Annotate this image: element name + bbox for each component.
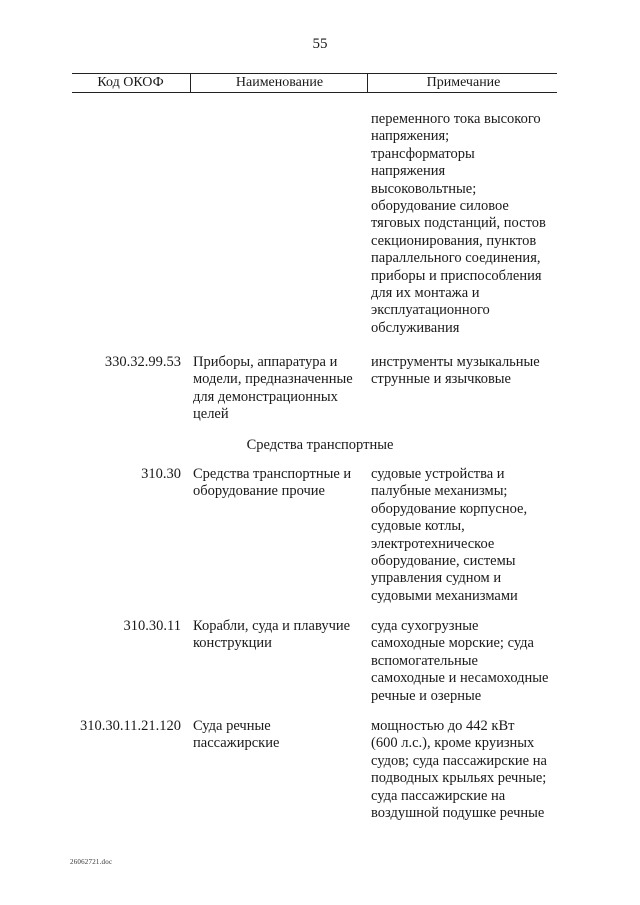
note-line: для их монтажа и bbox=[371, 285, 480, 302]
note-line: мощностью до 442 кВт bbox=[371, 718, 515, 734]
note-cell bbox=[371, 618, 559, 705]
name-line: целей bbox=[193, 406, 229, 423]
note-line: вспомогательные bbox=[371, 652, 478, 669]
note-line: судовыми механизмами bbox=[371, 587, 518, 604]
note-line: оборудование корпусное, bbox=[371, 500, 528, 517]
note-line: тяговых подстанций, постов bbox=[371, 215, 546, 232]
note-line: самоходные морские; суда bbox=[371, 635, 534, 652]
note-line: судов; суда пассажирские на bbox=[371, 752, 547, 769]
note-line: подводных крыльях речные; bbox=[371, 770, 547, 787]
note-line: оборудование, системы bbox=[371, 553, 516, 570]
name-line: оборудование прочие bbox=[193, 483, 325, 500]
note-line: воздушной подушке речные bbox=[371, 805, 545, 822]
document-footer: 26062721.doc bbox=[70, 858, 113, 866]
note-line: суда сухогрузные bbox=[371, 618, 479, 634]
note-line: инструменты музыкальные bbox=[371, 354, 540, 370]
note-line: напряжения bbox=[371, 163, 446, 180]
name-line: Средства транспортные и bbox=[193, 466, 352, 482]
name-line: пассажирские bbox=[193, 735, 280, 752]
note-line: параллельного соединения, bbox=[371, 250, 541, 267]
code-cell: 330.32.99.53 bbox=[104, 354, 181, 370]
name-cell bbox=[193, 354, 365, 424]
table-header bbox=[72, 73, 557, 93]
header-divider bbox=[190, 74, 191, 92]
section-title: Средства транспортные bbox=[246, 437, 394, 453]
note-line: напряжения; bbox=[371, 128, 450, 145]
note-line: палубные механизмы; bbox=[371, 483, 508, 500]
header-divider bbox=[367, 74, 368, 92]
note-line: самоходные и несамоходные bbox=[371, 670, 549, 687]
note-line: судовые котлы, bbox=[371, 518, 465, 535]
header-code: Код ОКОФ bbox=[97, 75, 164, 90]
name-line: Корабли, суда и плавучие bbox=[193, 618, 351, 634]
note-line: струнные и язычковые bbox=[371, 371, 511, 388]
page-number: 55 bbox=[312, 36, 328, 52]
code-cell: 310.30 bbox=[141, 466, 181, 482]
note-line: трансформаторы bbox=[371, 145, 475, 162]
note-line: переменного тока высокого bbox=[371, 111, 541, 127]
name-cell bbox=[193, 718, 365, 753]
note-cell bbox=[371, 111, 559, 337]
note-line: обслуживания bbox=[371, 319, 460, 336]
note-line: секционирования, пунктов bbox=[371, 232, 537, 249]
name-line: Приборы, аппаратура и bbox=[193, 354, 338, 370]
header-note: Примечание bbox=[426, 75, 501, 90]
name-line: конструкции bbox=[193, 635, 272, 652]
code-cell: 310.30.11.21.120 bbox=[80, 718, 181, 734]
note-line: (600 л.с.), кроме круизных bbox=[371, 735, 535, 752]
note-line: эксплуатационного bbox=[371, 302, 490, 319]
note-cell bbox=[371, 718, 559, 822]
note-line: оборудование силовое bbox=[371, 198, 509, 215]
name-line: для демонстрационных bbox=[193, 388, 338, 405]
note-line: речные и озерные bbox=[371, 687, 482, 704]
note-line: суда пассажирские на bbox=[371, 787, 506, 804]
code-cell: 310.30.11 bbox=[123, 618, 181, 634]
name-line: модели, предназначенные bbox=[193, 371, 353, 388]
note-cell bbox=[371, 354, 559, 389]
name-cell bbox=[193, 466, 365, 501]
name-cell bbox=[193, 618, 365, 653]
note-line: судовые устройства и bbox=[371, 466, 505, 482]
note-cell bbox=[371, 466, 559, 605]
note-line: управления судном и bbox=[371, 570, 502, 587]
note-line: высоковольтные; bbox=[371, 180, 477, 197]
header-name: Наименование bbox=[235, 75, 324, 90]
note-line: электротехническое bbox=[371, 535, 495, 552]
name-line: Суда речные bbox=[193, 718, 271, 734]
note-line: приборы и приспособления bbox=[371, 267, 542, 284]
